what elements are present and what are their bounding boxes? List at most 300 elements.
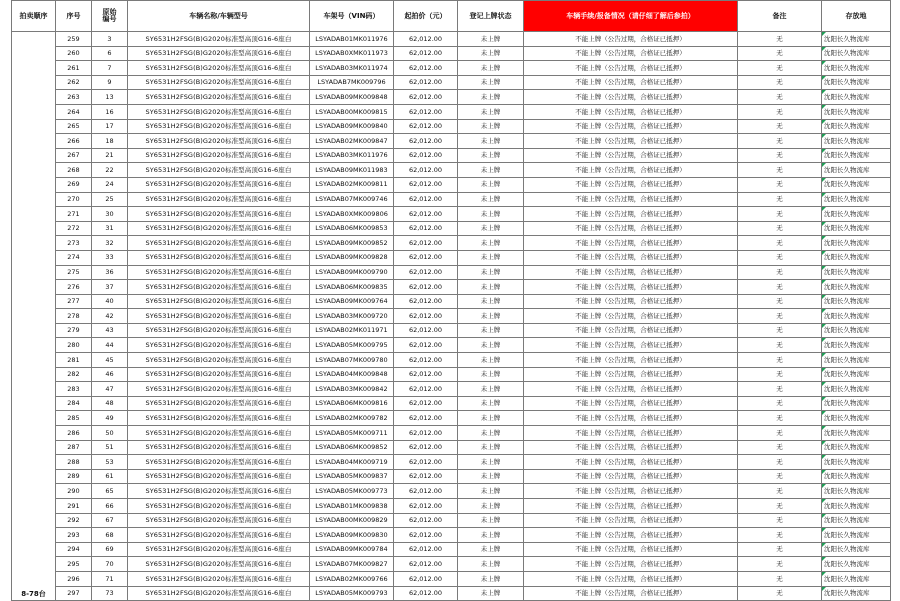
cell-location: 沈阳长久物流库 — [822, 236, 891, 251]
cell-location: 沈阳长久物流库 — [822, 499, 891, 514]
cell-orig: 73 — [92, 586, 128, 601]
cell-model: SY6531H2FSG(B)G2020标准型高顶G16-6座白 — [128, 455, 310, 470]
cell-vin: LSYADAB09MK009764 — [310, 294, 394, 309]
cell-seq: 277 — [56, 294, 92, 309]
cell-procedures: 不能上牌（公告过期，合格证已抵押） — [524, 557, 738, 572]
cell-price: 62,012.00 — [394, 484, 458, 499]
cell-procedures: 不能上牌（公告过期，合格证已抵押） — [524, 177, 738, 192]
cell-model: SY6531H2FSG(B)G2020标准型高顶G16-6座白 — [128, 571, 310, 586]
cell-location: 沈阳长久物流库 — [822, 411, 891, 426]
table-row — [12, 207, 891, 222]
cell-procedures: 不能上牌（公告过期，合格证已抵押） — [524, 440, 738, 455]
cell-vin: LSYADAB06MK009852 — [310, 440, 394, 455]
cell-note: 无 — [738, 148, 822, 163]
cell-vin: LSYADAB04MK009719 — [310, 455, 394, 470]
cell-procedures: 不能上牌（公告过期，合格证已抵押） — [524, 382, 738, 397]
cell-location: 沈阳长久物流库 — [822, 265, 891, 280]
cell-seq: 271 — [56, 207, 92, 222]
cell-model: SY6531H2FSG(B)G2020标准型高顶G16-6座白 — [128, 542, 310, 557]
cell-procedures: 不能上牌（公告过期，合格证已抵押） — [524, 250, 738, 265]
cell-reg-status: 未上牌 — [458, 250, 524, 265]
cell-price: 62,012.00 — [394, 250, 458, 265]
cell-reg-status: 未上牌 — [458, 469, 524, 484]
cell-location: 沈阳长久物流库 — [822, 250, 891, 265]
cell-orig: 37 — [92, 280, 128, 295]
cell-reg-status: 未上牌 — [458, 484, 524, 499]
cell-note: 无 — [738, 513, 822, 528]
cell-price: 62,012.00 — [394, 61, 458, 76]
cell-orig: 33 — [92, 250, 128, 265]
cell-price: 62,012.00 — [394, 236, 458, 251]
cell-reg-status: 未上牌 — [458, 163, 524, 178]
table-row — [12, 338, 891, 353]
cell-note: 无 — [738, 309, 822, 324]
cell-reg-status: 未上牌 — [458, 440, 524, 455]
cell-model: SY6531H2FSG(B)G2020标准型高顶G16-6座白 — [128, 46, 310, 61]
cell-reg-status: 未上牌 — [458, 90, 524, 105]
table-row — [12, 528, 891, 543]
cell-seq: 266 — [56, 134, 92, 149]
cell-orig: 49 — [92, 411, 128, 426]
cell-price: 62,012.00 — [394, 455, 458, 470]
cell-location: 沈阳长久物流库 — [822, 542, 891, 557]
cell-procedures: 不能上牌（公告过期，合格证已抵押） — [524, 148, 738, 163]
cell-orig: 13 — [92, 90, 128, 105]
cell-orig: 44 — [92, 338, 128, 353]
cell-location: 沈阳长久物流库 — [822, 32, 891, 47]
cell-reg-status: 未上牌 — [458, 499, 524, 514]
cell-vin: LSYADAB02MK011971 — [310, 323, 394, 338]
cell-orig: 7 — [92, 61, 128, 76]
cell-seq: 260 — [56, 46, 92, 61]
cell-price: 62,012.00 — [394, 542, 458, 557]
header-procedures: 车辆手续/报备情况（请仔细了解后参拍） — [524, 1, 738, 32]
cell-seq: 287 — [56, 440, 92, 455]
cell-orig: 50 — [92, 426, 128, 441]
cell-note: 无 — [738, 586, 822, 601]
cell-procedures: 不能上牌（公告过期，合格证已抵押） — [524, 192, 738, 207]
cell-note: 无 — [738, 353, 822, 368]
cell-seq: 280 — [56, 338, 92, 353]
cell-orig: 47 — [92, 382, 128, 397]
cell-note: 无 — [738, 426, 822, 441]
cell-orig: 51 — [92, 440, 128, 455]
cell-location: 沈阳长久物流库 — [822, 207, 891, 222]
cell-orig: 3 — [92, 32, 128, 47]
cell-procedures: 不能上牌（公告过期，合格证已抵押） — [524, 411, 738, 426]
cell-orig: 17 — [92, 119, 128, 134]
table-row — [12, 90, 891, 105]
cell-seq: 265 — [56, 119, 92, 134]
header-vin: 车架号（VIN码） — [310, 1, 394, 32]
cell-note: 无 — [738, 61, 822, 76]
cell-price: 62,012.00 — [394, 90, 458, 105]
cell-procedures: 不能上牌（公告过期，合格证已抵押） — [524, 104, 738, 119]
cell-note: 无 — [738, 46, 822, 61]
cell-procedures: 不能上牌（公告过期，合格证已抵押） — [524, 338, 738, 353]
cell-model: SY6531H2FSG(B)G2020标准型高顶G16-6座白 — [128, 236, 310, 251]
table-row — [12, 119, 891, 134]
cell-procedures: 不能上牌（公告过期，合格证已抵押） — [524, 499, 738, 514]
cell-location: 沈阳长久物流库 — [822, 440, 891, 455]
cell-seq: 283 — [56, 382, 92, 397]
cell-vin: LSYADAB00MK009815 — [310, 104, 394, 119]
cell-location: 沈阳长久物流库 — [822, 382, 891, 397]
table-row — [12, 75, 891, 90]
cell-location: 沈阳长久物流库 — [822, 557, 891, 572]
cell-vin: LSYADAB03MK009720 — [310, 309, 394, 324]
cell-model: SY6531H2FSG(B)G2020标准型高顶G16-6座白 — [128, 469, 310, 484]
cell-reg-status: 未上牌 — [458, 61, 524, 76]
table-row — [12, 411, 891, 426]
cell-vin: LSYADAB05MK009711 — [310, 426, 394, 441]
cell-vin: LSYADAB09MK009828 — [310, 250, 394, 265]
table-row — [12, 557, 891, 572]
cell-note: 无 — [738, 177, 822, 192]
cell-note: 无 — [738, 221, 822, 236]
header-lot: 拍卖顺序 — [12, 1, 56, 32]
cell-price: 62,012.00 — [394, 557, 458, 572]
cell-reg-status: 未上牌 — [458, 396, 524, 411]
table-row — [12, 367, 891, 382]
cell-orig: 48 — [92, 396, 128, 411]
cell-orig: 24 — [92, 177, 128, 192]
header-note: 备注 — [738, 1, 822, 32]
cell-note: 无 — [738, 499, 822, 514]
cell-orig: 31 — [92, 221, 128, 236]
cell-location: 沈阳长久物流库 — [822, 46, 891, 61]
cell-note: 无 — [738, 104, 822, 119]
cell-note: 无 — [738, 338, 822, 353]
cell-reg-status: 未上牌 — [458, 367, 524, 382]
cell-note: 无 — [738, 250, 822, 265]
table-row — [12, 236, 891, 251]
cell-price: 62,012.00 — [394, 46, 458, 61]
cell-seq: 275 — [56, 265, 92, 280]
cell-note: 无 — [738, 542, 822, 557]
cell-vin: LSYADAB0XMK011973 — [310, 46, 394, 61]
cell-model: SY6531H2FSG(B)G2020标准型高顶G16-6座白 — [128, 484, 310, 499]
cell-seq: 269 — [56, 177, 92, 192]
cell-price: 62,012.00 — [394, 32, 458, 47]
cell-reg-status: 未上牌 — [458, 338, 524, 353]
cell-reg-status: 未上牌 — [458, 32, 524, 47]
cell-procedures: 不能上牌（公告过期，合格证已抵押） — [524, 542, 738, 557]
cell-price: 62,012.00 — [394, 207, 458, 222]
cell-price: 62,012.00 — [394, 177, 458, 192]
cell-vin: LSYADAB09MK009790 — [310, 265, 394, 280]
cell-seq: 282 — [56, 367, 92, 382]
cell-procedures: 不能上牌（公告过期，合格证已抵押） — [524, 294, 738, 309]
cell-model: SY6531H2FSG(B)G2020标准型高顶G16-6座白 — [128, 148, 310, 163]
cell-price: 62,012.00 — [394, 382, 458, 397]
table-row — [12, 250, 891, 265]
cell-price: 62,012.00 — [394, 469, 458, 484]
cell-vin: LSYADAB07MK009827 — [310, 557, 394, 572]
header-location: 存放地 — [822, 1, 891, 32]
cell-procedures: 不能上牌（公告过期，合格证已抵押） — [524, 90, 738, 105]
table-row — [12, 455, 891, 470]
cell-price: 62,012.00 — [394, 513, 458, 528]
cell-model: SY6531H2FSG(B)G2020标准型高顶G16-6座白 — [128, 207, 310, 222]
cell-model: SY6531H2FSG(B)G2020标准型高顶G16-6座白 — [128, 323, 310, 338]
table-row — [12, 265, 891, 280]
cell-note: 无 — [738, 207, 822, 222]
cell-model: SY6531H2FSG(B)G2020标准型高顶G16-6座白 — [128, 382, 310, 397]
cell-model: SY6531H2FSG(B)G2020标准型高顶G16-6座白 — [128, 440, 310, 455]
cell-note: 无 — [738, 163, 822, 178]
cell-procedures: 不能上牌（公告过期，合格证已抵押） — [524, 61, 738, 76]
cell-orig: 25 — [92, 192, 128, 207]
cell-location: 沈阳长久物流库 — [822, 455, 891, 470]
cell-vin: LSYADAB05MK009837 — [310, 469, 394, 484]
cell-location: 沈阳长久物流库 — [822, 177, 891, 192]
cell-procedures: 不能上牌（公告过期，合格证已抵押） — [524, 323, 738, 338]
cell-orig: 69 — [92, 542, 128, 557]
cell-location: 沈阳长久物流库 — [822, 586, 891, 601]
cell-location: 沈阳长久物流库 — [822, 75, 891, 90]
cell-model: SY6531H2FSG(B)G2020标准型高顶G16-6座白 — [128, 32, 310, 47]
cell-price: 62,012.00 — [394, 134, 458, 149]
table-row — [12, 46, 891, 61]
cell-vin: LSYADAB07MK009746 — [310, 192, 394, 207]
cell-orig: 45 — [92, 353, 128, 368]
cell-seq: 293 — [56, 528, 92, 543]
cell-reg-status: 未上牌 — [458, 221, 524, 236]
cell-note: 无 — [738, 557, 822, 572]
cell-price: 62,012.00 — [394, 338, 458, 353]
table-row — [12, 499, 891, 514]
cell-location: 沈阳长久物流库 — [822, 528, 891, 543]
cell-procedures: 不能上牌（公告过期，合格证已抵押） — [524, 586, 738, 601]
table-row — [12, 542, 891, 557]
cell-reg-status: 未上牌 — [458, 192, 524, 207]
cell-seq: 274 — [56, 250, 92, 265]
table-row — [12, 177, 891, 192]
cell-model: SY6531H2FSG(B)G2020标准型高顶G16-6座白 — [128, 396, 310, 411]
cell-vin: LSYADAB05MK009795 — [310, 338, 394, 353]
cell-reg-status: 未上牌 — [458, 353, 524, 368]
cell-note: 无 — [738, 119, 822, 134]
cell-seq: 264 — [56, 104, 92, 119]
cell-procedures: 不能上牌（公告过期，合格证已抵押） — [524, 353, 738, 368]
cell-location: 沈阳长久物流库 — [822, 513, 891, 528]
table-row — [12, 163, 891, 178]
cell-vin: LSYADAB09MK009784 — [310, 542, 394, 557]
cell-vin: LSYADAB04MK009848 — [310, 367, 394, 382]
cell-note: 无 — [738, 236, 822, 251]
cell-orig: 70 — [92, 557, 128, 572]
cell-location: 沈阳长久物流库 — [822, 134, 891, 149]
cell-orig: 68 — [92, 528, 128, 543]
cell-vin: LSYADAB05MK009773 — [310, 484, 394, 499]
cell-model: SY6531H2FSG(B)G2020标准型高顶G16-6座白 — [128, 177, 310, 192]
cell-price: 62,012.00 — [394, 586, 458, 601]
cell-vin: LSYADAB09MK009840 — [310, 119, 394, 134]
cell-reg-status: 未上牌 — [458, 513, 524, 528]
table-row — [12, 513, 891, 528]
cell-procedures: 不能上牌（公告过期，合格证已抵押） — [524, 134, 738, 149]
cell-reg-status: 未上牌 — [458, 586, 524, 601]
cell-vin: LSYADAB06MK009853 — [310, 221, 394, 236]
cell-procedures: 不能上牌（公告过期，合格证已抵押） — [524, 119, 738, 134]
cell-note: 无 — [738, 280, 822, 295]
cell-model: SY6531H2FSG(B)G2020标准型高顶G16-6座白 — [128, 367, 310, 382]
cell-model: SY6531H2FSG(B)G2020标准型高顶G16-6座白 — [128, 586, 310, 601]
cell-note: 无 — [738, 367, 822, 382]
cell-orig: 21 — [92, 148, 128, 163]
header-seq: 序号 — [56, 1, 92, 32]
cell-note: 无 — [738, 192, 822, 207]
table-row — [12, 61, 891, 76]
cell-vin: LSYADAB00MK009829 — [310, 513, 394, 528]
table-row — [12, 294, 891, 309]
cell-model: SY6531H2FSG(B)G2020标准型高顶G16-6座白 — [128, 411, 310, 426]
cell-price: 62,012.00 — [394, 499, 458, 514]
cell-reg-status: 未上牌 — [458, 148, 524, 163]
cell-vin: LSYADAB0XMK009806 — [310, 207, 394, 222]
cell-location: 沈阳长久物流库 — [822, 61, 891, 76]
cell-seq: 290 — [56, 484, 92, 499]
cell-seq: 295 — [56, 557, 92, 572]
cell-reg-status: 未上牌 — [458, 236, 524, 251]
cell-location: 沈阳长久物流库 — [822, 104, 891, 119]
cell-vin: LSYADAB06MK009816 — [310, 396, 394, 411]
cell-location: 沈阳长久物流库 — [822, 148, 891, 163]
cell-reg-status: 未上牌 — [458, 75, 524, 90]
table-row — [12, 148, 891, 163]
cell-price: 62,012.00 — [394, 323, 458, 338]
cell-procedures: 不能上牌（公告过期，合格证已抵押） — [524, 163, 738, 178]
cell-reg-status: 未上牌 — [458, 309, 524, 324]
cell-note: 无 — [738, 134, 822, 149]
cell-seq: 289 — [56, 469, 92, 484]
cell-model: SY6531H2FSG(B)G2020标准型高顶G16-6座白 — [128, 353, 310, 368]
cell-model: SY6531H2FSG(B)G2020标准型高顶G16-6座白 — [128, 134, 310, 149]
cell-procedures: 不能上牌（公告过期，合格证已抵押） — [524, 309, 738, 324]
cell-price: 62,012.00 — [394, 148, 458, 163]
cell-price: 62,012.00 — [394, 411, 458, 426]
cell-model: SY6531H2FSG(B)G2020标准型高顶G16-6座白 — [128, 426, 310, 441]
cell-location: 沈阳长久物流库 — [822, 309, 891, 324]
table-row — [12, 484, 891, 499]
cell-model: SY6531H2FSG(B)G2020标准型高顶G16-6座白 — [128, 338, 310, 353]
cell-procedures: 不能上牌（公告过期，合格证已抵押） — [524, 396, 738, 411]
cell-seq: 286 — [56, 426, 92, 441]
table-row — [12, 309, 891, 324]
cell-seq: 268 — [56, 163, 92, 178]
cell-orig: 61 — [92, 469, 128, 484]
cell-vin: LSYADAB09MK011983 — [310, 163, 394, 178]
cell-seq: 297 — [56, 586, 92, 601]
cell-seq: 261 — [56, 61, 92, 76]
header-orig: 原始 编号 — [92, 1, 128, 32]
cell-orig: 66 — [92, 499, 128, 514]
cell-price: 62,012.00 — [394, 309, 458, 324]
cell-note: 无 — [738, 265, 822, 280]
cell-procedures: 不能上牌（公告过期，合格证已抵押） — [524, 528, 738, 543]
table-row — [12, 221, 891, 236]
cell-note: 无 — [738, 484, 822, 499]
cell-note: 无 — [738, 469, 822, 484]
cell-seq: 270 — [56, 192, 92, 207]
table-body — [12, 32, 891, 601]
cell-procedures: 不能上牌（公告过期，合格证已抵押） — [524, 265, 738, 280]
cell-procedures: 不能上牌（公告过期，合格证已抵押） — [524, 32, 738, 47]
table-row — [12, 280, 891, 295]
cell-orig: 42 — [92, 309, 128, 324]
cell-vin: LSYADAB07MK009780 — [310, 353, 394, 368]
cell-procedures: 不能上牌（公告过期，合格证已抵押） — [524, 455, 738, 470]
cell-note: 无 — [738, 75, 822, 90]
cell-price: 62,012.00 — [394, 119, 458, 134]
cell-price: 62,012.00 — [394, 367, 458, 382]
cell-seq: 262 — [56, 75, 92, 90]
cell-seq: 296 — [56, 571, 92, 586]
cell-model: SY6531H2FSG(B)G2020标准型高顶G16-6座白 — [128, 104, 310, 119]
cell-note: 无 — [738, 382, 822, 397]
table-row — [12, 32, 891, 47]
cell-location: 沈阳长久物流库 — [822, 571, 891, 586]
header-price: 起拍价（元） — [394, 1, 458, 32]
cell-reg-status: 未上牌 — [458, 119, 524, 134]
cell-procedures: 不能上牌（公告过期，合格证已抵押） — [524, 75, 738, 90]
cell-price: 62,012.00 — [394, 353, 458, 368]
cell-price: 62,012.00 — [394, 426, 458, 441]
cell-reg-status: 未上牌 — [458, 323, 524, 338]
table-row — [12, 382, 891, 397]
cell-orig: 67 — [92, 513, 128, 528]
cell-seq: 263 — [56, 90, 92, 105]
cell-vin: LSYADAB03MK011974 — [310, 61, 394, 76]
cell-orig: 71 — [92, 571, 128, 586]
cell-price: 62,012.00 — [394, 221, 458, 236]
table-row — [12, 571, 891, 586]
cell-procedures: 不能上牌（公告过期，合格证已抵押） — [524, 571, 738, 586]
cell-seq: 273 — [56, 236, 92, 251]
cell-orig: 43 — [92, 323, 128, 338]
cell-location: 沈阳长久物流库 — [822, 469, 891, 484]
cell-procedures: 不能上牌（公告过期，合格证已抵押） — [524, 426, 738, 441]
cell-vin: LSYADAB03MK011976 — [310, 148, 394, 163]
cell-orig: 16 — [92, 104, 128, 119]
auction-vehicle-table — [11, 0, 891, 601]
cell-price: 62,012.00 — [394, 440, 458, 455]
cell-reg-status: 未上牌 — [458, 542, 524, 557]
cell-orig: 40 — [92, 294, 128, 309]
cell-vin: LSYADAB7MK009796 — [310, 75, 394, 90]
cell-reg-status: 未上牌 — [458, 571, 524, 586]
table-row — [12, 104, 891, 119]
header-row — [12, 1, 891, 32]
cell-vin: LSYADAB01MK011976 — [310, 32, 394, 47]
cell-orig: 32 — [92, 236, 128, 251]
cell-orig: 18 — [92, 134, 128, 149]
cell-note: 无 — [738, 411, 822, 426]
cell-note: 无 — [738, 528, 822, 543]
cell-note: 无 — [738, 440, 822, 455]
cell-reg-status: 未上牌 — [458, 207, 524, 222]
cell-procedures: 不能上牌（公告过期，合格证已抵押） — [524, 513, 738, 528]
cell-model: SY6531H2FSG(B)G2020标准型高顶G16-6座白 — [128, 528, 310, 543]
cell-procedures: 不能上牌（公告过期，合格证已抵押） — [524, 236, 738, 251]
cell-procedures: 不能上牌（公告过期，合格证已抵押） — [524, 280, 738, 295]
cell-reg-status: 未上牌 — [458, 104, 524, 119]
cell-seq: 294 — [56, 542, 92, 557]
cell-seq: 284 — [56, 396, 92, 411]
cell-model: SY6531H2FSG(B)G2020标准型高顶G16-6座白 — [128, 221, 310, 236]
cell-price: 62,012.00 — [394, 396, 458, 411]
